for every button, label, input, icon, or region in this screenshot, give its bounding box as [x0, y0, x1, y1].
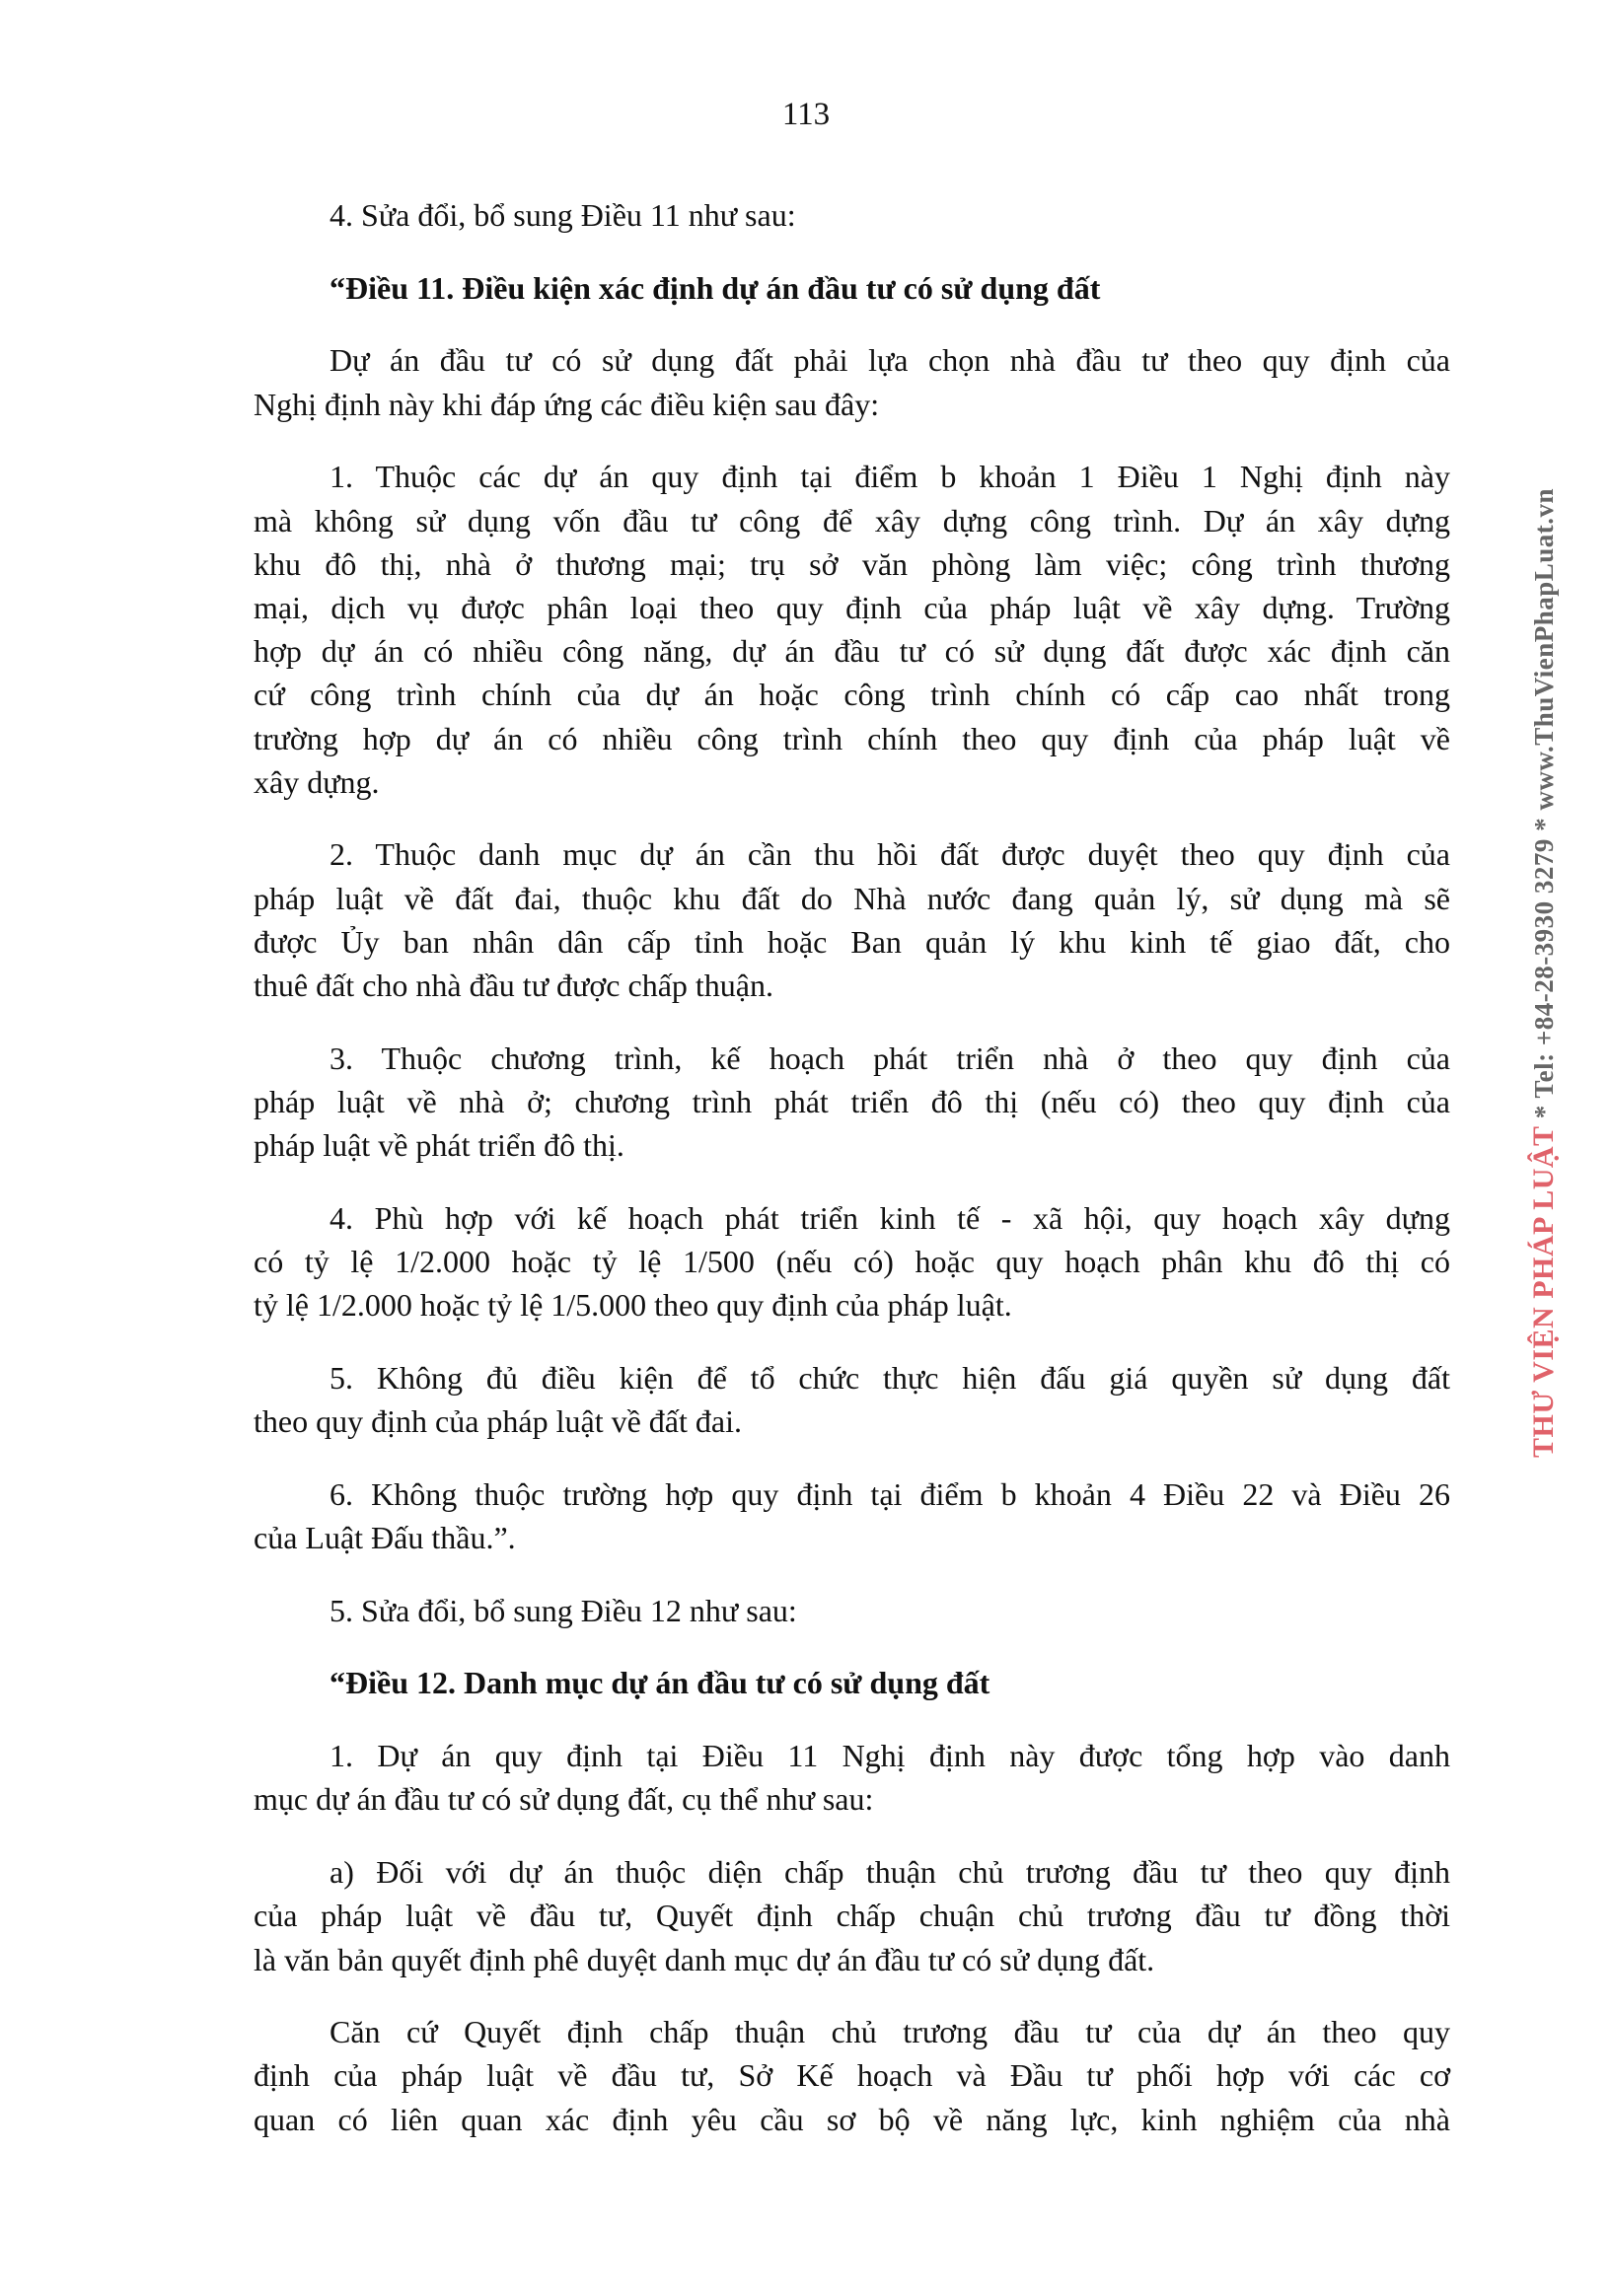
paragraph: [254, 1356, 1450, 1443]
page-number: 113: [781, 97, 831, 132]
text-line: cứ công trình chính của dự án hoặc công trình chính có cấp cao nhất trong: [254, 677, 1450, 713]
text-line: quan có liên quan xác định yêu cầu sơ bộ về năng lực, kinh nghiệm của nhà: [254, 2101, 1450, 2137]
paragraph: [254, 1850, 1450, 1981]
text-line: được Ủy ban nhân dân cấp tỉnh hoặc Ban quản lý khu kinh tế giao đất, cho: [254, 923, 1450, 960]
article-heading: [254, 266, 1450, 310]
text-line: 5. Sửa đổi, bổ sung Điều 12 như sau:: [330, 1592, 797, 1628]
paragraph: [254, 193, 1450, 237]
text-line: của pháp luật về đầu tư, Quyết định chấp chuận chủ trương đầu tư đồng thời: [254, 1898, 1450, 1934]
paragraph: [254, 1196, 1450, 1327]
text-line: mà không sử dụng vốn đầu tư công để xây dựng công trình. Dự án xây dựng: [254, 502, 1450, 538]
text-line: tỷ lệ 1/2.000 hoặc tỷ lệ 1/5.000 theo quy định của pháp luật.: [254, 1287, 1012, 1324]
text-line: có tỷ lệ 1/2.000 hoặc tỷ lệ 1/500 (nếu có) hoặc quy hoạch phân khu đô thị có: [254, 1244, 1450, 1280]
text-line: pháp luật về nhà ở; chương trình phát triển đô thị (nếu có) theo quy định của: [254, 1083, 1450, 1119]
paragraph: [254, 2010, 1450, 2141]
text-line: “Điều 12. Danh mục dự án đầu tư có sử dụng đất: [330, 1665, 990, 1701]
watermark-contact: * Tel: +84-28-3930 3279 * www.ThuVienPhapLuat.vn: [1529, 487, 1559, 1119]
text-line: Dự án đầu tư có sử dụng đất phải lựa chọn nhà đầu tư theo quy định của: [330, 342, 1450, 379]
article-heading: [254, 1661, 1450, 1704]
text-line: theo quy định của pháp luật về đất đai.: [254, 1403, 742, 1440]
text-line: 1. Thuộc các dự án quy định tại điểm b khoản 1 Điều 1 Nghị định này: [330, 459, 1450, 495]
text-line: mại, dịch vụ được phân loại theo quy định của pháp luật về xây dựng. Trường: [254, 589, 1450, 625]
text-line: là văn bản quyết định phê duyệt danh mục dự án đầu tư có sử dụng đất.: [254, 1941, 1155, 1977]
watermark: [1527, 488, 1561, 1458]
text-line: thuê đất cho nhà đầu tư được chấp thuận.: [254, 968, 773, 1004]
text-line: “Điều 11. Điều kiện xác định dự án đầu tư có sử dụng đất: [330, 269, 1101, 306]
text-line: Nghị định này khi đáp ứng các điều kiện sau đây:: [254, 386, 880, 422]
text-line: của Luật Đấu thầu.”.: [254, 1520, 516, 1556]
paragraph: [254, 1472, 1450, 1559]
paragraph: [254, 338, 1450, 425]
paragraph: [254, 1734, 1450, 1821]
paragraph: [254, 455, 1450, 804]
text-line: định của pháp luật về đầu tư, Sở Kế hoạch và Đầu tư phối hợp với các cơ: [254, 2057, 1450, 2094]
document-body: [254, 193, 1450, 2141]
text-line: 1. Dự án quy định tại Điều 11 Nghị định này được tổng hợp vào danh: [330, 1738, 1450, 1774]
text-line: khu đô thị, nhà ở thương mại; trụ sở văn phòng làm việc; công trình thương: [254, 545, 1450, 582]
text-line: 6. Không thuộc trường hợp quy định tại điểm b khoản 4 Điều 22 và Điều 26: [330, 1475, 1450, 1512]
text-line: 2. Thuộc danh mục dự án cần thu hồi đất được duyệt theo quy định của: [330, 836, 1450, 873]
text-line: 4. Phù hợp với kế hoạch phát triển kinh tế - xã hội, quy hoạch xây dựng: [330, 1199, 1450, 1236]
text-line: trường hợp dự án có nhiều công trình chính theo quy định của pháp luật về: [254, 720, 1450, 756]
text-line: Căn cứ Quyết định chấp thuận chủ trương đầu tư của dự án theo quy: [330, 2014, 1450, 2050]
paragraph: [254, 1037, 1450, 1168]
text-line: pháp luật về đất đai, thuộc khu đất do Nhà nước đang quản lý, sử dụng mà sẽ: [254, 880, 1450, 916]
text-line: 4. Sửa đổi, bổ sung Điều 11 như sau:: [330, 197, 796, 233]
text-line: xây dựng.: [254, 763, 380, 800]
text-line: mục dự án đầu tư có sử dụng đất, cụ thể như sau:: [254, 1781, 874, 1818]
text-line: hợp dự án có nhiều công năng, dự án đầu tư có sử dụng đất được xác định căn: [254, 633, 1450, 670]
text-line: 3. Thuộc chương trình, kế hoạch phát triển nhà ở theo quy định của: [330, 1040, 1450, 1076]
text-line: pháp luật về phát triển đô thị.: [254, 1127, 624, 1164]
text-line: a) Đối với dự án thuộc diện chấp thuận chủ trương đầu tư theo quy định: [330, 1854, 1450, 1891]
paragraph: [254, 1589, 1450, 1632]
text-line: 5. Không đủ điều kiện để tổ chức thực hiện đấu giá quyền sử dụng đất: [330, 1359, 1450, 1396]
paragraph: [254, 832, 1450, 1007]
watermark-brand: THƯ VIỆN PHÁP LUẬT: [1527, 1125, 1560, 1458]
